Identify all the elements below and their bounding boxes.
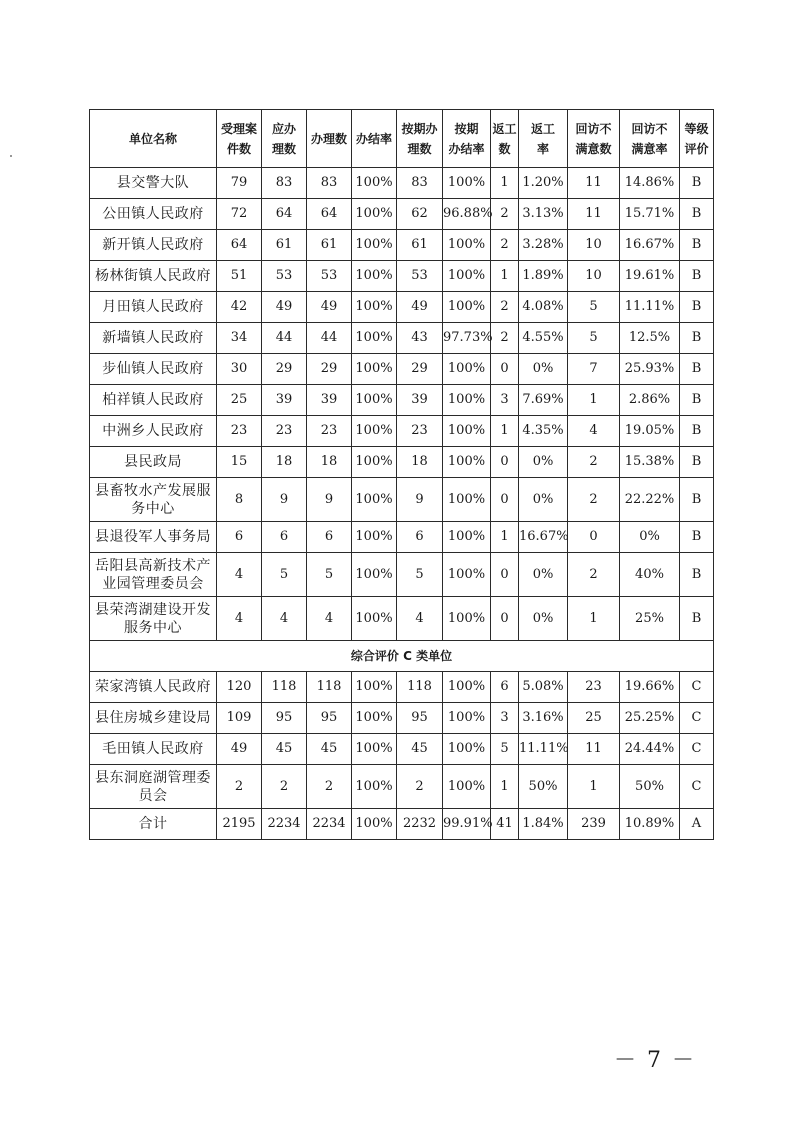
table-body-b xyxy=(90,168,714,641)
table-cell: 96.88% xyxy=(443,199,491,230)
table-row xyxy=(90,447,714,478)
column-header xyxy=(680,110,714,168)
table-cell: 2 xyxy=(491,292,519,323)
column-header-line: 回访不 xyxy=(575,121,612,136)
table-cell: C xyxy=(680,672,714,703)
table-cell: 16.67% xyxy=(620,230,680,261)
column-header-line: 单位名称 xyxy=(128,131,177,146)
table-cell: 6 xyxy=(491,672,519,703)
table-cell: 4.08% xyxy=(519,292,568,323)
table-cell: 1.20% xyxy=(519,168,568,199)
table-row xyxy=(90,261,714,292)
column-header xyxy=(352,110,397,168)
table-row xyxy=(90,478,714,522)
table-cell: 5 xyxy=(307,553,352,597)
table-cell: 2 xyxy=(397,765,443,809)
column-header-line: 返工 xyxy=(530,121,555,136)
column-header xyxy=(568,110,620,168)
column-header-line: 受理案 xyxy=(220,121,257,136)
table-cell: C xyxy=(680,765,714,809)
section-c-divider xyxy=(90,641,714,672)
table-cell: 4 xyxy=(217,553,262,597)
table-cell: 100% xyxy=(443,292,491,323)
table-cell: B xyxy=(680,597,714,641)
table-cell: 100% xyxy=(352,553,397,597)
table-cell: 49 xyxy=(397,292,443,323)
table-cell: 19.05% xyxy=(620,416,680,447)
table-cell: 100% xyxy=(352,261,397,292)
table-cell: 9 xyxy=(397,478,443,522)
table-cell: 19.61% xyxy=(620,261,680,292)
table-cell: 0 xyxy=(491,597,519,641)
column-header-line: 返工 xyxy=(492,121,517,136)
table-cell: 100% xyxy=(352,478,397,522)
table-cell: 25% xyxy=(620,597,680,641)
column-header-line: 率 xyxy=(536,141,549,156)
column-header-line: 满意数 xyxy=(575,141,612,156)
table-cell: 25 xyxy=(217,385,262,416)
unit-name-cell: 岳阳县高新技术产业园管理委员会 xyxy=(90,553,217,597)
column-header-line: 按期办 xyxy=(401,121,438,136)
table-cell: 1 xyxy=(491,168,519,199)
table-row xyxy=(90,230,714,261)
table-cell: 49 xyxy=(307,292,352,323)
table-cell: 100% xyxy=(352,522,397,553)
table-cell: 4.55% xyxy=(519,323,568,354)
table-cell: 118 xyxy=(262,672,307,703)
table-cell: 24.44% xyxy=(620,734,680,765)
column-header-line: 评价 xyxy=(684,141,709,156)
table-cell: 61 xyxy=(262,230,307,261)
table-cell: 2 xyxy=(491,230,519,261)
table-cell: 0% xyxy=(519,354,568,385)
table-cell: 4.35% xyxy=(519,416,568,447)
table-cell: 11.11% xyxy=(519,734,568,765)
column-header xyxy=(262,110,307,168)
table-cell: 8 xyxy=(217,478,262,522)
table-cell: 6 xyxy=(217,522,262,553)
table-cell: B xyxy=(680,416,714,447)
table-cell: 64 xyxy=(262,199,307,230)
column-header-line: 数 xyxy=(498,141,511,156)
table-cell: 50% xyxy=(519,765,568,809)
table-cell: 2.86% xyxy=(620,385,680,416)
table-cell: 100% xyxy=(443,447,491,478)
column-header-line: 满意率 xyxy=(631,141,668,156)
column-header xyxy=(217,110,262,168)
table-cell: 10.89% xyxy=(620,809,680,840)
table-cell: 0% xyxy=(620,522,680,553)
table-total xyxy=(90,809,714,840)
table-cell: 1 xyxy=(491,416,519,447)
table-cell: 5 xyxy=(262,553,307,597)
unit-name-cell: 县交警大队 xyxy=(90,168,217,199)
table-cell: 1 xyxy=(491,261,519,292)
table-cell: 99.91% xyxy=(443,809,491,840)
unit-name-cell: 县住房城乡建设局 xyxy=(90,703,217,734)
table-cell: 100% xyxy=(443,230,491,261)
unit-name-cell: 步仙镇人民政府 xyxy=(90,354,217,385)
column-header-line: 理数 xyxy=(407,141,432,156)
table-cell: 51 xyxy=(217,261,262,292)
table-cell: 5 xyxy=(397,553,443,597)
table-cell: 2234 xyxy=(262,809,307,840)
table-cell: 23 xyxy=(397,416,443,447)
table-cell: 118 xyxy=(307,672,352,703)
table-cell: 39 xyxy=(262,385,307,416)
table-cell: 64 xyxy=(307,199,352,230)
table-cell: B xyxy=(680,354,714,385)
table-cell: 1.84% xyxy=(519,809,568,840)
table-row xyxy=(90,597,714,641)
table-cell: 6 xyxy=(307,522,352,553)
table-cell: 5 xyxy=(568,292,620,323)
column-header-line: 按期 xyxy=(454,121,479,136)
table-cell: 42 xyxy=(217,292,262,323)
unit-name-cell: 合计 xyxy=(90,809,217,840)
table-cell: 53 xyxy=(307,261,352,292)
table-cell: 43 xyxy=(397,323,443,354)
table-cell: 100% xyxy=(352,765,397,809)
section-c-title: 综合评价 C 类单位 xyxy=(90,641,714,672)
table-cell: 64 xyxy=(217,230,262,261)
table-cell: B xyxy=(680,522,714,553)
table-row xyxy=(90,168,714,199)
table-row xyxy=(90,703,714,734)
table-row xyxy=(90,553,714,597)
table-cell: 100% xyxy=(443,478,491,522)
table-cell: 23 xyxy=(307,416,352,447)
table-cell: 29 xyxy=(397,354,443,385)
table-cell: 11.11% xyxy=(620,292,680,323)
table-cell: 15.38% xyxy=(620,447,680,478)
table-cell: 45 xyxy=(307,734,352,765)
table-body-c xyxy=(90,672,714,809)
table-cell: 6 xyxy=(262,522,307,553)
table-cell: 41 xyxy=(491,809,519,840)
margin-mark xyxy=(10,155,12,157)
table-row xyxy=(90,522,714,553)
table-cell: 62 xyxy=(397,199,443,230)
table-cell: 0 xyxy=(568,522,620,553)
table-cell: 61 xyxy=(307,230,352,261)
table-cell: 0% xyxy=(519,447,568,478)
table-cell: 9 xyxy=(262,478,307,522)
column-header xyxy=(307,110,352,168)
table-cell: 18 xyxy=(262,447,307,478)
table-cell: 45 xyxy=(397,734,443,765)
table-cell: 100% xyxy=(443,703,491,734)
table-cell: 49 xyxy=(217,734,262,765)
table-cell: 23 xyxy=(217,416,262,447)
table-cell: 3 xyxy=(491,385,519,416)
table-cell: 12.5% xyxy=(620,323,680,354)
table-cell: 2 xyxy=(262,765,307,809)
table-row xyxy=(90,323,714,354)
table-cell: B xyxy=(680,553,714,597)
table-cell: 39 xyxy=(397,385,443,416)
table-cell: B xyxy=(680,447,714,478)
unit-name-cell: 县东洞庭湖管理委员会 xyxy=(90,765,217,809)
table-cell: 97.73% xyxy=(443,323,491,354)
table-cell: 29 xyxy=(262,354,307,385)
column-header xyxy=(519,110,568,168)
table-cell: 0% xyxy=(519,597,568,641)
table-cell: 0 xyxy=(491,478,519,522)
table-row xyxy=(90,292,714,323)
table-cell: 95 xyxy=(262,703,307,734)
table-cell: 4 xyxy=(307,597,352,641)
table-cell: 100% xyxy=(352,199,397,230)
table-cell: 95 xyxy=(307,703,352,734)
table-cell: 100% xyxy=(443,522,491,553)
table-cell: 4 xyxy=(217,597,262,641)
table-cell: 3.13% xyxy=(519,199,568,230)
table-cell: 18 xyxy=(397,447,443,478)
table-cell: 100% xyxy=(443,765,491,809)
table-cell: 3 xyxy=(491,703,519,734)
page-number: － 7 － xyxy=(614,1048,696,1073)
table-cell: 100% xyxy=(352,447,397,478)
table-cell: 2 xyxy=(491,199,519,230)
table-cell: B xyxy=(680,478,714,522)
table-cell: 0 xyxy=(491,447,519,478)
table-cell: 44 xyxy=(307,323,352,354)
table-cell: 100% xyxy=(443,597,491,641)
unit-name-cell: 县畜牧水产发展服务中心 xyxy=(90,478,217,522)
table-cell: 23 xyxy=(262,416,307,447)
header-row xyxy=(90,110,714,168)
table-cell: 3.28% xyxy=(519,230,568,261)
column-header-line: 办结率 xyxy=(355,131,392,146)
table-cell: 10 xyxy=(568,230,620,261)
unit-name-cell: 新墙镇人民政府 xyxy=(90,323,217,354)
table-cell: 2232 xyxy=(397,809,443,840)
table-cell: 9 xyxy=(307,478,352,522)
table-cell: 19.66% xyxy=(620,672,680,703)
table-cell: 100% xyxy=(352,672,397,703)
table-row xyxy=(90,672,714,703)
table-cell: 15 xyxy=(217,447,262,478)
unit-name-cell: 毛田镇人民政府 xyxy=(90,734,217,765)
table-cell: 83 xyxy=(262,168,307,199)
table-cell: 100% xyxy=(443,354,491,385)
table-cell: 100% xyxy=(443,672,491,703)
unit-name-cell: 柏祥镇人民政府 xyxy=(90,385,217,416)
table-cell: 2 xyxy=(491,323,519,354)
table-cell: 7 xyxy=(568,354,620,385)
table-cell: 44 xyxy=(262,323,307,354)
table-cell: 100% xyxy=(352,323,397,354)
table-row xyxy=(90,765,714,809)
table-cell: 2195 xyxy=(217,809,262,840)
table-row xyxy=(90,385,714,416)
table-cell: B xyxy=(680,323,714,354)
table-cell: 25.25% xyxy=(620,703,680,734)
table-cell: B xyxy=(680,230,714,261)
table-cell: 0% xyxy=(519,478,568,522)
column-header xyxy=(620,110,680,168)
table-cell: 45 xyxy=(262,734,307,765)
column-header-line: 回访不 xyxy=(631,121,668,136)
table-cell: 50% xyxy=(620,765,680,809)
column-header xyxy=(90,110,217,168)
table-cell: 95 xyxy=(397,703,443,734)
table-cell: 11 xyxy=(568,199,620,230)
table-cell: 15.71% xyxy=(620,199,680,230)
table-cell: 49 xyxy=(262,292,307,323)
table-cell: 25.93% xyxy=(620,354,680,385)
table-cell: 30 xyxy=(217,354,262,385)
table-cell: 22.22% xyxy=(620,478,680,522)
table-row xyxy=(90,416,714,447)
table-cell: 100% xyxy=(443,168,491,199)
table-cell: 1 xyxy=(568,385,620,416)
table-cell: 0 xyxy=(491,354,519,385)
column-header-line: 理数 xyxy=(271,141,296,156)
table-cell: 18 xyxy=(307,447,352,478)
table-cell: 118 xyxy=(397,672,443,703)
column-header-line: 办结率 xyxy=(448,141,485,156)
table-cell: 2 xyxy=(217,765,262,809)
column-header-line: 件数 xyxy=(226,141,251,156)
table-cell: 53 xyxy=(262,261,307,292)
table-cell: 2 xyxy=(568,478,620,522)
table-cell: 10 xyxy=(568,261,620,292)
table-cell: B xyxy=(680,168,714,199)
table-cell: 120 xyxy=(217,672,262,703)
table-cell: 39 xyxy=(307,385,352,416)
table-cell: 100% xyxy=(352,168,397,199)
table-cell: A xyxy=(680,809,714,840)
table-cell: 100% xyxy=(443,385,491,416)
unit-name-cell: 县荣湾湖建设开发服务中心 xyxy=(90,597,217,641)
table-cell: 0% xyxy=(519,553,568,597)
table-cell: 100% xyxy=(443,734,491,765)
table-cell: 239 xyxy=(568,809,620,840)
table-cell: 5 xyxy=(568,323,620,354)
unit-name-cell: 公田镇人民政府 xyxy=(90,199,217,230)
table-cell: 7.69% xyxy=(519,385,568,416)
table-cell: B xyxy=(680,199,714,230)
table-cell: 2 xyxy=(568,553,620,597)
table-cell: 4 xyxy=(397,597,443,641)
table-cell: 1 xyxy=(491,765,519,809)
unit-name-cell: 月田镇人民政府 xyxy=(90,292,217,323)
table-cell: 100% xyxy=(352,230,397,261)
table-cell: 100% xyxy=(443,553,491,597)
table-cell: C xyxy=(680,703,714,734)
table-cell: 100% xyxy=(352,292,397,323)
column-header-line: 应办 xyxy=(271,121,296,136)
table-row xyxy=(90,354,714,385)
table-cell: 100% xyxy=(443,416,491,447)
table-row xyxy=(90,199,714,230)
table-cell: 3.16% xyxy=(519,703,568,734)
table-cell: 14.86% xyxy=(620,168,680,199)
table-cell: 5 xyxy=(491,734,519,765)
table-cell: 83 xyxy=(307,168,352,199)
table-cell: 2234 xyxy=(307,809,352,840)
table-cell: 100% xyxy=(443,261,491,292)
table-cell: B xyxy=(680,261,714,292)
column-header-line: 等级 xyxy=(684,121,709,136)
table-cell: 40% xyxy=(620,553,680,597)
table-cell: 83 xyxy=(397,168,443,199)
table-cell: 100% xyxy=(352,354,397,385)
table-cell: 109 xyxy=(217,703,262,734)
performance-table xyxy=(89,109,714,840)
table-header xyxy=(90,110,714,168)
unit-name-cell: 荣家湾镇人民政府 xyxy=(90,672,217,703)
table-cell: 79 xyxy=(217,168,262,199)
unit-name-cell: 杨林街镇人民政府 xyxy=(90,261,217,292)
table-cell: 100% xyxy=(352,416,397,447)
table-cell: 1 xyxy=(568,597,620,641)
unit-name-cell: 中洲乡人民政府 xyxy=(90,416,217,447)
table-cell: 23 xyxy=(568,672,620,703)
table-cell: B xyxy=(680,292,714,323)
table-cell: B xyxy=(680,385,714,416)
table-cell: 29 xyxy=(307,354,352,385)
unit-name-cell: 县民政局 xyxy=(90,447,217,478)
section-row xyxy=(90,641,714,672)
table-cell: 4 xyxy=(262,597,307,641)
table-cell: 25 xyxy=(568,703,620,734)
table-cell: 2 xyxy=(307,765,352,809)
table-row xyxy=(90,734,714,765)
table-cell: 2 xyxy=(568,447,620,478)
table-cell: 34 xyxy=(217,323,262,354)
table-cell: 11 xyxy=(568,734,620,765)
column-header xyxy=(397,110,443,168)
table-cell: 0 xyxy=(491,553,519,597)
table-cell: 6 xyxy=(397,522,443,553)
column-header xyxy=(491,110,519,168)
total-row xyxy=(90,809,714,840)
table-cell: 1.89% xyxy=(519,261,568,292)
table-cell: 11 xyxy=(568,168,620,199)
table-cell: 4 xyxy=(568,416,620,447)
column-header-line: 办理数 xyxy=(310,131,347,146)
table-cell: C xyxy=(680,734,714,765)
table-cell: 100% xyxy=(352,809,397,840)
table-cell: 72 xyxy=(217,199,262,230)
table-cell: 16.67% xyxy=(519,522,568,553)
table-cell: 53 xyxy=(397,261,443,292)
table-cell: 61 xyxy=(397,230,443,261)
table-cell: 100% xyxy=(352,703,397,734)
table-cell: 5.08% xyxy=(519,672,568,703)
table-cell: 1 xyxy=(491,522,519,553)
table-cell: 100% xyxy=(352,597,397,641)
column-header xyxy=(443,110,491,168)
table-cell: 100% xyxy=(352,385,397,416)
unit-name-cell: 新开镇人民政府 xyxy=(90,230,217,261)
table-cell: 1 xyxy=(568,765,620,809)
unit-name-cell: 县退役军人事务局 xyxy=(90,522,217,553)
table-cell: 100% xyxy=(352,734,397,765)
